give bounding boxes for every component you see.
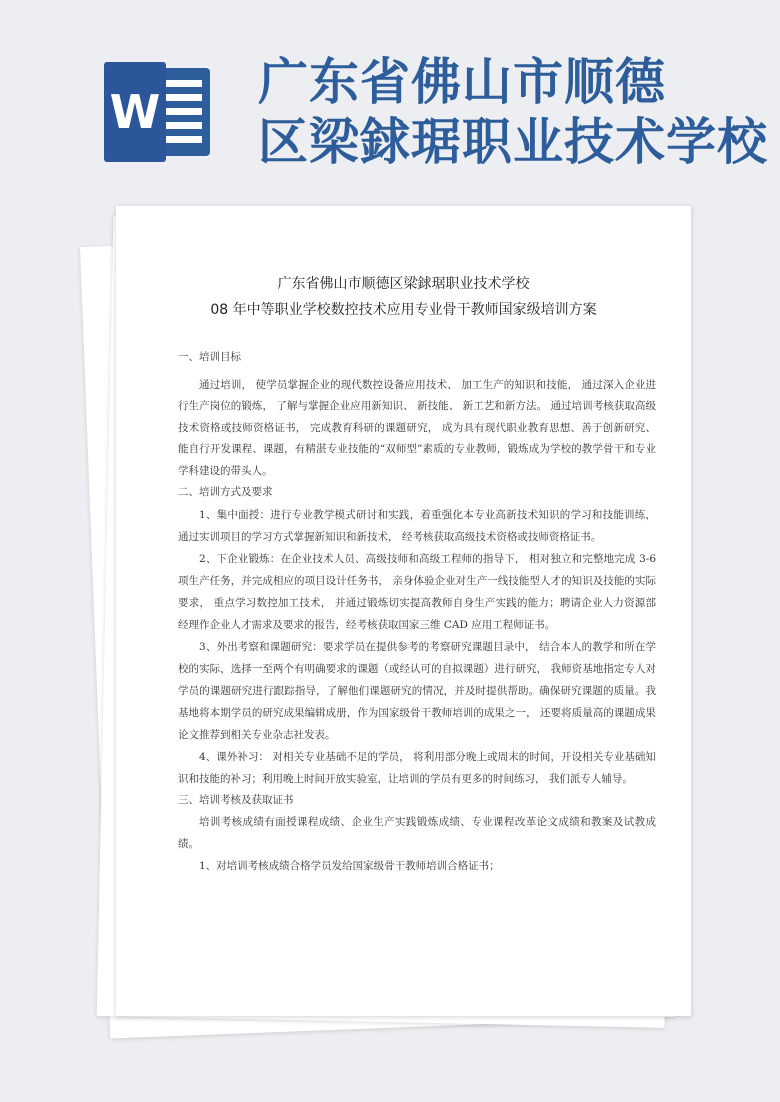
section2-item3: 3、外出考察和课题研究：要求学员在提供参考的考察研究课题目录中， 结合本人的教学和所在学校的实际，选择一至两个有明确要求的课题（或经认可的自拟课题）进行研究， 我师资基地指定专人对学员的课题研究进行跟踪指导，了解他们课题研究的情况，并及时提供帮助。确保研究课题的质量。我基地将本期学员的研究成果编辑成册，作为国家级骨干教师培训的成果之一， 还要将质量高的课题成果论文推荐到相关专业杂志社发表。 <box>178 640 656 741</box>
document-page <box>116 206 691 1016</box>
word-logo-letter: W <box>109 85 161 139</box>
section2-item4: 4、课外补习： 对相关专业基础不足的学员， 将利用部分晚上或周末的时间，开设相关专业基础知识和技能的补习；利用晚上时间开放实验室，让培训的学员有更多的时间练习， 我们派专人辅导。 <box>178 750 656 785</box>
document-body <box>178 347 656 877</box>
section1-paragraph: 通过培训， 使学员掌握企业的现代数控设备应用技术、 加工生产的知识和技能， 通过深入企业进行生产岗位的锻炼， 了解与掌握企业应用新知识、 新技能、 新工艺和新方法。 通过培训考核获取高级技术资格或技师资格证书， 完成教育科研的课题研究， 成为具有现代职业教育思想、善于创新研究、能自行开发课程、课题，有精湛专业技能的“双师型”素质的专业教师，锻炼成为学校的教学骨干和专业学科建设的带头人。 <box>178 378 656 477</box>
header-title-line2: 区梁銶琚职业技术学校 <box>258 113 768 171</box>
section3-paragraph: 培训考核成绩有面授课程成绩、企业生产实践锻炼成绩、专业课程改革论文成绩和教案及试教成绩。 <box>178 816 656 850</box>
section2-item2: 2、下企业锻炼：在企业技术人员、高级技师和高级工程师的指导下， 相对独立和完整地完成 3-6 项生产任务，并完成相应的项目设计任务书， 亲身体验企业对生产一线技能型人才的知识及技能的实际要求， 重点学习数控加工技术， 并通过锻炼切实提高教师自身生产实践的能力；聘请企业人力资源部经理作企业人才需求及要求的报告，经考核获取国家三维 CAD 应用工程师证书。 <box>178 552 656 631</box>
section2-item1: 1、集中面授：进行专业教学模式研讨和实践，着重强化本专业高新技术知识的学习和技能训练， 通过实训项目的学习方式掌握新知识和新技术， 经考核获取高级技术资格或技师资格证书。 <box>178 508 656 543</box>
word-logo-icon <box>104 62 212 162</box>
section1-heading: 一、培训目标 <box>178 351 241 363</box>
document-title-line1: 广东省佛山市顺德区梁銶琚职业技术学校 <box>277 276 530 292</box>
header-title-line1: 广东省佛山市顺德 <box>258 53 666 111</box>
section2-heading: 二、培训方式及要求 <box>178 486 273 498</box>
section3-heading: 三、培训考核及获取证书 <box>178 793 294 806</box>
header-title <box>258 52 778 172</box>
document-title-line2: 08 年中等职业学校数控技术应用专业骨干教师国家级培训方案 <box>210 302 597 318</box>
section3-item1: 1、对培训考核成绩合格学员发给国家级骨干教师培训合格证书； <box>199 860 500 872</box>
